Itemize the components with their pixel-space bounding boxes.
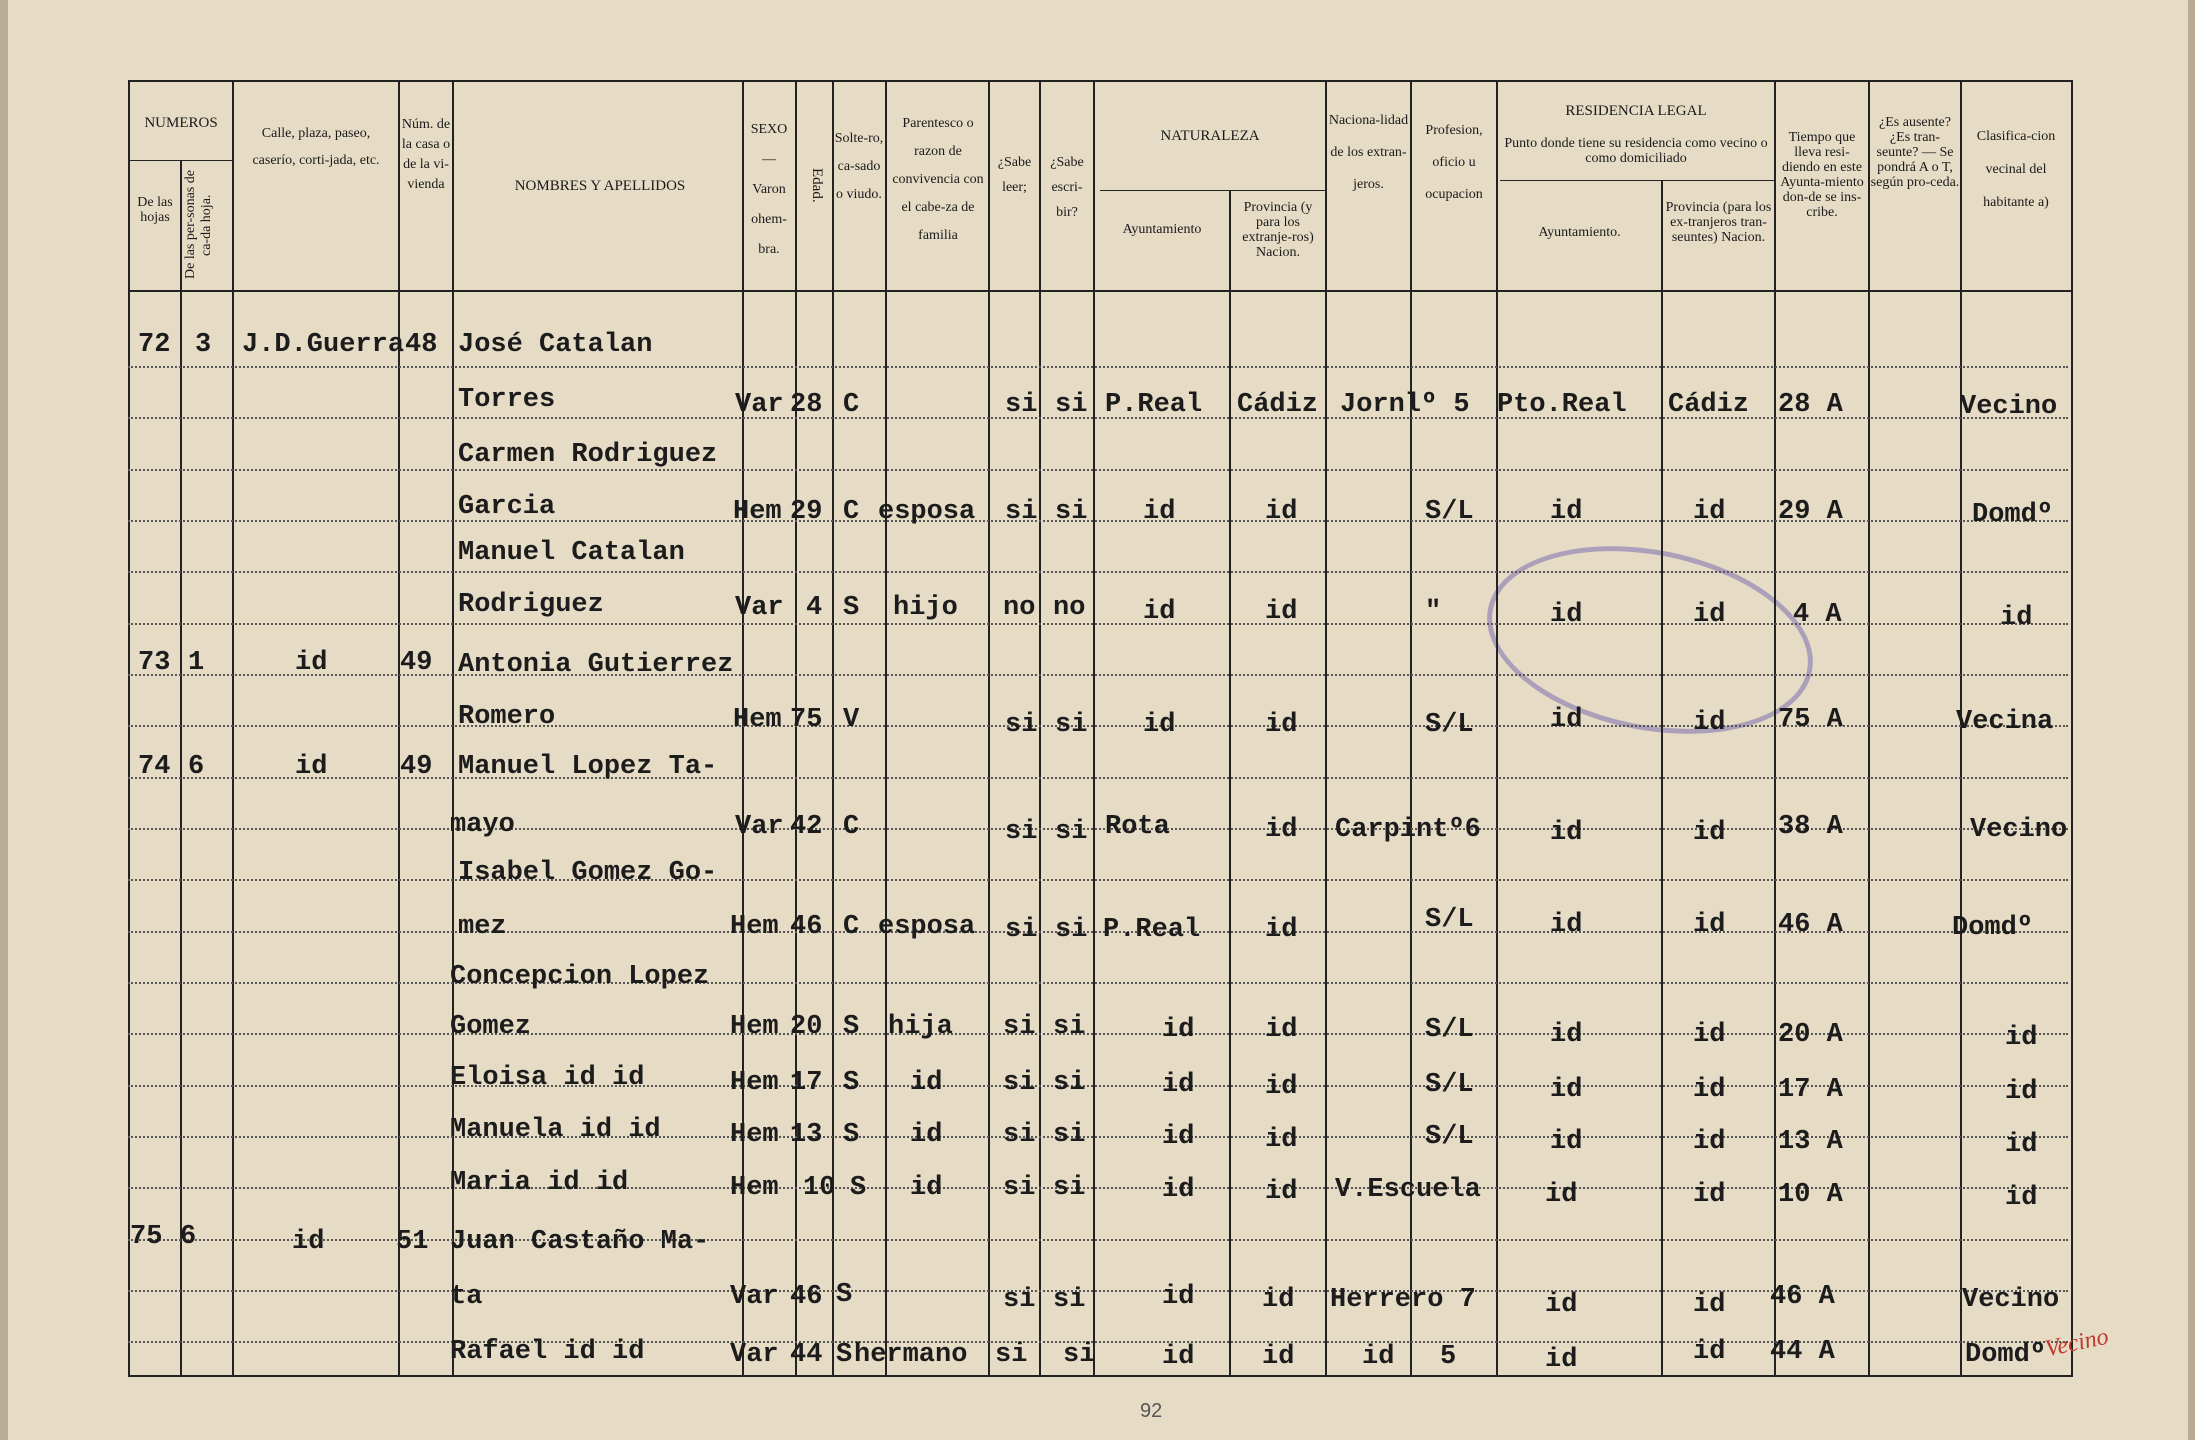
numeros-subrule <box>128 160 232 161</box>
cell-hoja: 75 <box>130 1222 163 1252</box>
header-numeros: NUMEROS <box>144 115 218 131</box>
cell-nombre: Manuela id id <box>450 1115 661 1145</box>
cell-nat-prov: id <box>1262 1285 1295 1315</box>
cell-profesion: S/L <box>1425 1070 1474 1100</box>
cell-leer: si <box>1005 710 1038 740</box>
header-sexo: SEXO — Varon ohem-bra. <box>750 122 788 257</box>
cell-nat-ayto: id <box>1162 1070 1195 1100</box>
cell-clasificacion: Domdº <box>1952 913 2034 943</box>
cell-escribir: si <box>1055 390 1088 420</box>
cell-sexo: Hem <box>730 1068 779 1098</box>
cell-casa: 48 <box>405 330 438 360</box>
header-res-provincia: Provincia (para los ex-tranjeros tran-seuntes) Nacion. <box>1665 200 1772 245</box>
cell-escribir: si <box>1055 497 1088 527</box>
header-tiempo: Tiempo que lleva resi-diendo en este Ayunta-miento don-de se ins-cribe. <box>1780 130 1864 220</box>
cell-estado: S <box>836 1280 853 1310</box>
row-guide <box>128 469 2068 471</box>
cell-edad: 46 <box>790 912 823 942</box>
cell-clasificacion: Domdº <box>1965 1340 2047 1370</box>
cell-leer: si <box>995 1340 1028 1370</box>
cell-escribir: no <box>1053 593 1086 623</box>
cell-estado: S <box>850 1173 867 1203</box>
row-guide <box>128 1187 2068 1189</box>
col-rule <box>1325 80 1327 1375</box>
cell-tiempo: 38 A <box>1778 812 1843 842</box>
col-rule <box>232 80 234 1375</box>
header-estado: Solte-ro, ca-sado o viudo. <box>834 131 884 202</box>
cell-clasificacion: id <box>2005 1023 2038 1053</box>
cell-escribir: si <box>1063 1340 1096 1370</box>
cell-res-ayto: id <box>1550 1075 1583 1105</box>
row-guide <box>128 982 2068 984</box>
cell-nat-prov: Cádiz <box>1237 390 1319 420</box>
cell-nombre: Romero <box>458 702 556 732</box>
cell-nat-ayto: id <box>1162 1175 1195 1205</box>
cell-personas: 1 <box>188 648 205 678</box>
cell-leer: si <box>1005 390 1038 420</box>
cell-nombre: José Catalan <box>458 330 653 360</box>
col-rule <box>1039 80 1041 1375</box>
cell-clasificacion: Vecina <box>1956 707 2054 737</box>
cell-nombre: Gomez <box>450 1012 532 1042</box>
cell-escribir: si <box>1055 710 1088 740</box>
cell-edad: 42 <box>790 812 823 842</box>
cell-res-ayto: id <box>1550 818 1583 848</box>
cell-nombre: Rodriguez <box>458 590 604 620</box>
cell-escribir: si <box>1053 1173 1086 1203</box>
handwritten-margin-note: Vecino <box>2042 1323 2111 1363</box>
table-bottom-border <box>128 1375 2073 1377</box>
row-guide <box>128 571 2068 573</box>
cell-edad: 46 <box>790 1282 823 1312</box>
cell-nacionalidad: id <box>1362 1342 1395 1372</box>
cell-nombre: Isabel Gomez Go- <box>458 858 718 888</box>
cell-casa: 51 <box>396 1227 429 1257</box>
col-rule <box>988 80 990 1375</box>
cell-tiempo: 20 A <box>1778 1020 1843 1050</box>
cell-nat-prov: id <box>1265 710 1298 740</box>
header-clasificacion: Clasifica-cion vecinal del habitante a) <box>1976 129 2056 210</box>
col-rule <box>180 160 182 1375</box>
cell-calle: id <box>292 1227 325 1257</box>
cell-res-prov: id <box>1693 1337 1726 1367</box>
cell-edad: 17 <box>790 1068 823 1098</box>
row-guide <box>128 725 2068 727</box>
cell-profesion: Jornlº 5 <box>1340 390 1470 420</box>
header-nacionalidad: Naciona-lidad de los extran-jeros. <box>1328 113 1409 192</box>
table-top-border <box>128 80 2073 82</box>
cell-res-ayto: id <box>1545 1290 1578 1320</box>
cell-edad: 75 <box>790 705 823 735</box>
col-rule <box>1868 80 1870 1375</box>
cell-res-prov: id <box>1693 1180 1726 1210</box>
cell-calle: id <box>295 648 328 678</box>
header-res-ayuntamiento: Ayuntamiento. <box>1538 225 1621 240</box>
col-rule <box>2071 80 2073 1377</box>
row-guide <box>128 1085 2068 1087</box>
row-guide <box>128 1033 2068 1035</box>
cell-nombre: Maria id id <box>450 1168 629 1198</box>
cell-estado: V <box>843 705 860 735</box>
cell-tiempo: 75 A <box>1778 705 1843 735</box>
cell-edad: 13 <box>790 1120 823 1150</box>
cell-estado: S <box>843 1120 860 1150</box>
cell-escribir: si <box>1055 915 1088 945</box>
col-rule <box>1496 80 1498 1375</box>
cell-escribir: si <box>1053 1285 1086 1315</box>
cell-escribir: si <box>1053 1120 1086 1150</box>
cell-nacionalidad: V.Escuela <box>1335 1175 1481 1205</box>
cell-nat-ayto: P.Real <box>1105 390 1203 420</box>
cell-edad: 29 <box>790 497 823 527</box>
cell-tiempo: 28 A <box>1778 390 1843 420</box>
cell-clasificacion: id <box>2005 1130 2038 1160</box>
cell-tiempo: 13 A <box>1778 1127 1843 1157</box>
cell-res-ayto: Pto.Real <box>1497 390 1627 420</box>
row-guide <box>128 1136 2068 1138</box>
cell-res-prov: id <box>1693 497 1726 527</box>
cell-res-prov: id <box>1693 910 1726 940</box>
cell-clasificacion: Vecino <box>1970 815 2068 845</box>
col-rule <box>885 80 887 1375</box>
cell-calle: id <box>295 752 328 782</box>
cell-nombre: Manuel Lopez Ta- <box>458 752 718 782</box>
header-residencia-sub: Punto donde tiene su residencia como vecino o como domiciliado <box>1504 136 1768 166</box>
cell-clasificacion: Vecino <box>1962 1285 2060 1315</box>
cell-res-prov: id <box>1693 818 1726 848</box>
header-residencia: RESIDENCIA LEGAL <box>1565 103 1707 119</box>
cell-nat-ayto: id <box>1162 1282 1195 1312</box>
cell-profesion: S/L <box>1425 497 1474 527</box>
cell-nombre: Torres <box>458 385 556 415</box>
cell-nat-ayto: id <box>1162 1015 1195 1045</box>
cell-parentesco: id <box>910 1173 943 1203</box>
cell-edad: 28 <box>790 390 823 420</box>
cell-nat-prov: id <box>1265 1125 1298 1155</box>
header-profesion: Profesion, oficio u ocupacion <box>1425 123 1483 202</box>
header-leer: ¿Sabe leer; <box>997 155 1032 195</box>
cell-nat-ayto: Rota <box>1105 812 1170 842</box>
cell-res-ayto: id <box>1545 1345 1578 1375</box>
cell-escribir: si <box>1053 1012 1086 1042</box>
row-guide <box>128 417 2068 419</box>
header-calle: Calle, plaza, paseo, caserío, corti-jada, etc. <box>252 126 380 168</box>
header-nombres: NOMBRES Y APELLIDOS <box>514 178 686 194</box>
cell-res-ayto: id <box>1550 705 1583 735</box>
cell-personas: 3 <box>195 330 212 360</box>
cell-nombre: Carmen Rodriguez <box>458 440 718 470</box>
header-bottom-border <box>128 290 2073 292</box>
cell-casa: 49 <box>400 752 433 782</box>
cell-calle: J.D.Guerra <box>242 330 405 360</box>
header-nat-provincia: Provincia (y para los extranje-ros) Nacion. <box>1242 200 1314 260</box>
cell-nat-prov: id <box>1262 1342 1295 1372</box>
cell-res-prov: id <box>1693 600 1726 630</box>
cell-leer: si <box>1003 1120 1036 1150</box>
cell-nombre: Eloisa id id <box>450 1063 645 1093</box>
cell-profesion: 5 <box>1440 1342 1457 1372</box>
header-edad: Edad. <box>809 167 825 203</box>
cell-sexo: Hem <box>730 1173 779 1203</box>
cell-nat-ayto: id <box>1162 1342 1195 1372</box>
cell-personas: 6 <box>180 1222 197 1252</box>
cell-res-prov: id <box>1693 1020 1726 1050</box>
cell-tiempo: 29 A <box>1778 497 1843 527</box>
cell-edad: 4 <box>806 593 823 623</box>
cell-tiempo: 46 A <box>1778 910 1843 940</box>
cell-sexo: Hem <box>733 705 782 735</box>
cell-leer: si <box>1003 1173 1036 1203</box>
cell-nat-prov: id <box>1265 1015 1298 1045</box>
cell-clasificacion: Domdº <box>1972 500 2054 530</box>
cell-edad: 44 <box>790 1340 823 1370</box>
cell-nat-ayto: id <box>1143 710 1176 740</box>
residencia-subrule <box>1500 180 1774 181</box>
cell-nat-prov: id <box>1265 1177 1298 1207</box>
cell-nombre: Garcia <box>458 492 556 522</box>
cell-parentesco: hija <box>888 1012 953 1042</box>
cell-escribir: si <box>1055 817 1088 847</box>
cell-estado: S <box>843 1012 860 1042</box>
cell-nombre: Manuel Catalan <box>458 538 685 568</box>
header-de-las-hojas: De las hojas <box>137 195 173 225</box>
cell-parentesco: esposa <box>878 912 976 942</box>
cell-nombre: Antonia Gutierrez <box>458 650 734 680</box>
page-number: 92 <box>1140 1400 1163 1422</box>
naturaleza-subrule <box>1100 190 1325 191</box>
cell-nacionalidad: Herrero 7 <box>1330 1285 1476 1315</box>
cell-profesion: S/L <box>1425 710 1474 740</box>
cell-clasificacion: id <box>2005 1183 2038 1213</box>
col-rule <box>1093 80 1095 1375</box>
cell-nat-ayto: id <box>1162 1122 1195 1152</box>
cell-res-prov: id <box>1693 1127 1726 1157</box>
cell-nat-prov: id <box>1265 597 1298 627</box>
cell-tiempo: 17 A <box>1778 1075 1843 1105</box>
cell-sexo: Hem <box>730 1012 779 1042</box>
cell-estado: C <box>843 812 860 842</box>
header-parentesco: Parentesco o razon de convivencia con el cabe-za de familia <box>892 116 984 243</box>
cell-res-ayto: id <box>1550 497 1583 527</box>
cell-res-ayto: id <box>1550 910 1583 940</box>
cell-leer: no <box>1003 593 1036 623</box>
row-guide <box>128 366 2068 368</box>
cell-casa: 49 <box>400 648 433 678</box>
col-rule <box>128 80 130 1375</box>
row-guide <box>128 623 2068 625</box>
cell-nacionalidad: Carpintº6 <box>1335 815 1481 845</box>
cell-sexo: Var <box>730 1282 779 1312</box>
cell-profesion: S/L <box>1425 1015 1474 1045</box>
cell-estado: C <box>843 497 860 527</box>
cell-nat-prov: id <box>1265 815 1298 845</box>
cell-tiempo: 4 A <box>1793 600 1842 630</box>
row-guide <box>128 520 2068 522</box>
cell-estado: C <box>843 912 860 942</box>
cell-nombre: mez <box>458 912 507 942</box>
cell-tiempo: 46 A <box>1770 1282 1835 1312</box>
cell-nat-ayto: id <box>1143 497 1176 527</box>
cell-edad: 10 <box>803 1173 836 1203</box>
cell-clasificacion: id <box>2000 603 2033 633</box>
header-personas: De las per-sonas de ca-da hoja. <box>183 170 214 280</box>
cell-hoja: 74 <box>138 752 171 782</box>
cell-nat-ayto: P.Real <box>1103 915 1201 945</box>
cell-nombre: mayo <box>450 810 515 840</box>
cell-nombre: ta <box>450 1282 483 1312</box>
cell-res-prov: id <box>1693 708 1726 738</box>
cell-personas: 6 <box>188 752 205 782</box>
row-guide <box>128 931 2068 933</box>
cell-nat-prov: id <box>1265 497 1298 527</box>
cell-res-prov: id <box>1693 1075 1726 1105</box>
cell-sexo: Hem <box>730 1120 779 1150</box>
cell-estado: S <box>843 593 860 623</box>
cell-hoja: 72 <box>138 330 171 360</box>
cell-sexo: Hem <box>733 497 782 527</box>
cell-nombre: Rafael id id <box>450 1337 645 1367</box>
cell-clasificacion: Vecino <box>1960 392 2058 422</box>
cell-sexo: Var <box>735 593 784 623</box>
col-rule <box>1774 80 1776 1375</box>
cell-parentesco: hermano <box>854 1340 968 1370</box>
cell-profesion: S/L <box>1425 905 1474 935</box>
cell-hoja: 73 <box>138 648 171 678</box>
header-num-casa: Núm. de la casa o de la vi-vienda <box>401 117 451 192</box>
cell-parentesco: id <box>910 1068 943 1098</box>
col-rule <box>398 80 400 1375</box>
cell-res-ayto: id <box>1550 600 1583 630</box>
cell-nat-prov: id <box>1265 915 1298 945</box>
cell-res-prov: Cádiz <box>1668 390 1750 420</box>
cell-clasificacion: id <box>2005 1077 2038 1107</box>
cell-parentesco: esposa <box>878 497 976 527</box>
cell-leer: si <box>1005 915 1038 945</box>
cell-leer: si <box>1003 1068 1036 1098</box>
header-escribir: ¿Sabe escri-bir? <box>1050 155 1084 220</box>
cell-sexo: Var <box>735 812 784 842</box>
cell-leer: si <box>1005 497 1038 527</box>
cell-res-ayto: id <box>1550 1127 1583 1157</box>
cell-sexo: Hem <box>730 912 779 942</box>
cell-nat-ayto: id <box>1143 597 1176 627</box>
cell-estado: S <box>836 1340 853 1370</box>
cell-res-ayto: id <box>1550 1020 1583 1050</box>
cell-tiempo: 44 A <box>1770 1337 1835 1367</box>
cell-estado: S <box>843 1068 860 1098</box>
header-naturaleza: NATURALEZA <box>1160 128 1260 144</box>
cell-leer: si <box>1005 817 1038 847</box>
cell-leer: si <box>1003 1012 1036 1042</box>
cell-sexo: Var <box>735 390 784 420</box>
cell-nombre: Concepcion Lopez <box>450 962 710 992</box>
cell-estado: C <box>843 390 860 420</box>
cell-tiempo: 10 A <box>1778 1180 1843 1210</box>
cell-edad: 20 <box>790 1012 823 1042</box>
row-guide <box>128 879 2068 881</box>
cell-res-ayto: id <box>1545 1180 1578 1210</box>
cell-escribir: si <box>1053 1068 1086 1098</box>
row-guide <box>128 828 2068 830</box>
cell-res-prov: id <box>1693 1290 1726 1320</box>
cell-nat-prov: id <box>1265 1072 1298 1102</box>
cell-sexo: Var <box>730 1340 779 1370</box>
cell-leer: si <box>1003 1285 1036 1315</box>
cell-profesion: S/L <box>1425 1122 1474 1152</box>
cell-parentesco: id <box>910 1120 943 1150</box>
header-nat-ayuntamiento: Ayuntamiento <box>1122 222 1202 237</box>
cell-profesion: " <box>1425 597 1442 627</box>
cell-parentesco: hijo <box>893 593 958 623</box>
header-ausente: ¿Es ausente? ¿Es tran-seunte? — Se pondrá A o T, según pro-ceda. <box>1870 115 1960 190</box>
cell-nombre: Juan Castaño Ma- <box>450 1227 710 1257</box>
